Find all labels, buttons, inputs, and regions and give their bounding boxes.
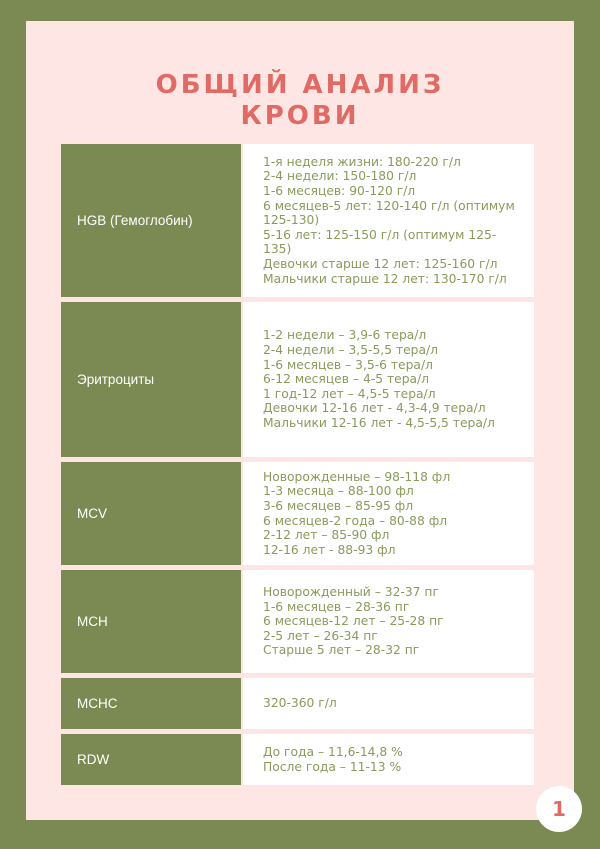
value-line: Мальчики 12-16 лет - 4,5-5,5 тера/л [263,415,495,430]
row-label: HGB (Гемоглобин) [61,144,241,297]
row-values [243,462,534,565]
value-line: 1-6 месяцев: 90-120 г/л [263,184,416,199]
value-line: 1 год-12 лет – 4,5-5 тера/л [263,386,436,401]
row-values [243,302,534,457]
value-line: 2-4 недели: 150-180 г/л [263,169,417,184]
value-line: Старше 5 лет – 28-32 пг [263,643,420,658]
title-line-1: ОБЩИЙ АНАЛИЗ [155,70,445,100]
value-line: 1-я неделя жизни: 180-220 г/л [263,154,461,169]
value-line: Девочки старше 12 лет: 125-160 г/л [263,256,498,271]
page-sheet [26,21,574,820]
row-values [243,570,534,673]
value-line: 6 месяцев-12 лет – 25-28 пг [263,614,444,629]
table-row [61,144,534,297]
value-line: 1-6 месяцев – 28-36 пг [263,599,410,614]
page-number-badge: 1 [536,786,582,832]
page-title [26,70,574,132]
value-line: 6 месяцев-5 лет: 120-140 г/л (оптимум 125-130) [263,198,515,228]
value-line: 1-3 месяца – 88-100 фл [263,484,414,499]
row-label: RDW [61,734,241,785]
value-line: 6-12 месяцев – 4-5 тера/л [263,372,430,387]
value-line: Новорожденный – 32-37 пг [263,585,439,600]
value-line: Девочки 12-16 лет - 4,3-4,9 тера/л [263,401,486,416]
value-line: 320-360 г/л [263,696,337,711]
table-row [61,678,534,729]
value-line: Новорожденные – 98-118 фл [263,469,451,484]
table-row [61,302,534,457]
value-line: 2-4 недели – 3,5-5,5 тера/л [263,343,439,358]
row-label: MCH [61,570,241,673]
value-line: 6 месяцев-2 года – 80-88 фл [263,513,448,528]
row-values [243,734,534,785]
table-row [61,734,534,785]
table-row [61,570,534,673]
value-line: 2-12 лет – 85-90 фл [263,528,390,543]
row-values [243,678,534,729]
row-label: Эритроциты [61,302,241,457]
value-line: 2-5 лет – 26-34 пг [263,628,378,643]
row-values [243,144,534,297]
value-line: 3-6 месяцев – 85-95 фл [263,498,414,513]
value-line: 5-16 лет: 125-150 г/л (оптимум 125-135) [263,227,497,257]
title-line-2: КРОВИ [240,101,360,131]
value-line: После года – 11-13 % [263,759,402,774]
value-line: 1-2 недели – 3,9-6 тера/л [263,328,427,343]
row-label: MCHC [61,678,241,729]
table-row [61,462,534,565]
value-line: 1-6 месяцев – 3,5-6 тера/л [263,357,433,372]
value-line: Мальчики старше 12 лет: 130-170 г/л [263,271,507,286]
reference-table [61,144,534,790]
value-line: До года – 11,6-14,8 % [263,744,403,759]
value-line: 12-16 лет - 88-93 фл [263,542,396,557]
row-label: MCV [61,462,241,565]
